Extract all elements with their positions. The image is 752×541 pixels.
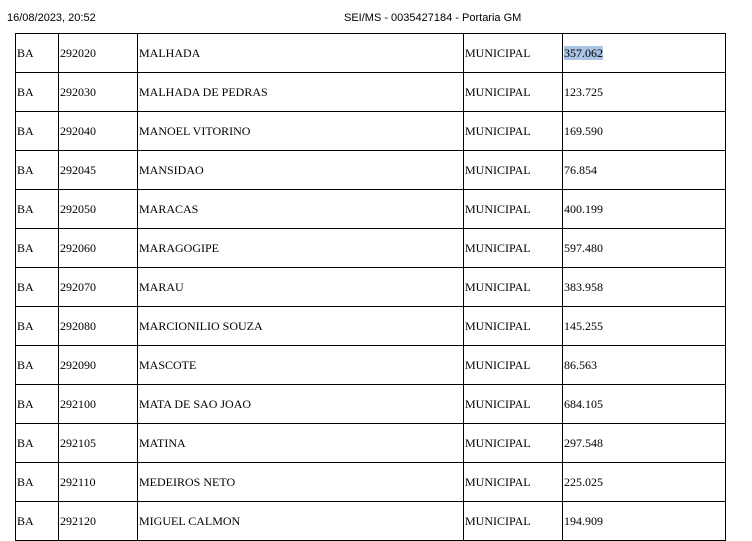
- amount-cell[interactable]: 145.255: [563, 307, 726, 346]
- table-row: [16, 424, 726, 463]
- table-row: [16, 502, 726, 541]
- management-type-cell[interactable]: MUNICIPAL: [464, 229, 563, 268]
- management-type-cell[interactable]: MUNICIPAL: [464, 385, 563, 424]
- municipality-name-cell[interactable]: MANSIDAO: [138, 151, 464, 190]
- ibge-code-cell[interactable]: 292090: [59, 346, 138, 385]
- amount-cell[interactable]: 400.199: [563, 190, 726, 229]
- municipality-name-cell[interactable]: MATINA: [138, 424, 464, 463]
- state-cell[interactable]: BA: [16, 190, 59, 229]
- amount-cell[interactable]: 597.480: [563, 229, 726, 268]
- amount-cell[interactable]: 225.025: [563, 463, 726, 502]
- table-row: [16, 268, 726, 307]
- table-row: [16, 307, 726, 346]
- table-row: [16, 73, 726, 112]
- table-row: [16, 346, 726, 385]
- state-cell[interactable]: BA: [16, 424, 59, 463]
- table-row: [16, 385, 726, 424]
- management-type-cell[interactable]: MUNICIPAL: [464, 463, 563, 502]
- management-type-cell[interactable]: MUNICIPAL: [464, 268, 563, 307]
- amount-cell[interactable]: 357.062: [563, 34, 726, 73]
- state-cell[interactable]: BA: [16, 112, 59, 151]
- ibge-code-cell[interactable]: 292020: [59, 34, 138, 73]
- management-type-cell[interactable]: MUNICIPAL: [464, 112, 563, 151]
- state-cell[interactable]: BA: [16, 151, 59, 190]
- state-cell[interactable]: BA: [16, 268, 59, 307]
- management-type-cell[interactable]: MUNICIPAL: [464, 151, 563, 190]
- municipality-name-cell[interactable]: MATA DE SAO JOAO: [138, 385, 464, 424]
- amount-cell[interactable]: 86.563: [563, 346, 726, 385]
- management-type-cell[interactable]: MUNICIPAL: [464, 346, 563, 385]
- state-cell[interactable]: BA: [16, 73, 59, 112]
- municipality-name-cell[interactable]: MARACAS: [138, 190, 464, 229]
- ibge-code-cell[interactable]: 292030: [59, 73, 138, 112]
- ibge-code-cell[interactable]: 292040: [59, 112, 138, 151]
- state-cell[interactable]: BA: [16, 346, 59, 385]
- document-reference: SEI/MS - 0035427184 - Portaria GM: [344, 12, 522, 24]
- ibge-code-cell[interactable]: 292045: [59, 151, 138, 190]
- municipality-name-cell[interactable]: MANOEL VITORINO: [138, 112, 464, 151]
- amount-cell[interactable]: 684.105: [563, 385, 726, 424]
- ibge-code-cell[interactable]: 292105: [59, 424, 138, 463]
- state-cell[interactable]: BA: [16, 502, 59, 541]
- amount-cell[interactable]: 194.909: [563, 502, 726, 541]
- ibge-code-cell[interactable]: 292120: [59, 502, 138, 541]
- management-type-cell[interactable]: MUNICIPAL: [464, 307, 563, 346]
- state-cell[interactable]: BA: [16, 463, 59, 502]
- municipality-name-cell[interactable]: MALHADA DE PEDRAS: [138, 73, 464, 112]
- state-cell[interactable]: BA: [16, 34, 59, 73]
- state-cell[interactable]: BA: [16, 229, 59, 268]
- management-type-cell[interactable]: MUNICIPAL: [464, 190, 563, 229]
- management-type-cell[interactable]: MUNICIPAL: [464, 424, 563, 463]
- municipality-name-cell[interactable]: MALHADA: [138, 34, 464, 73]
- amount-cell[interactable]: 123.725: [563, 73, 726, 112]
- ibge-code-cell[interactable]: 292060: [59, 229, 138, 268]
- amount-cell[interactable]: 297.548: [563, 424, 726, 463]
- state-cell[interactable]: BA: [16, 307, 59, 346]
- amount-cell[interactable]: 383.958: [563, 268, 726, 307]
- ibge-code-cell[interactable]: 292080: [59, 307, 138, 346]
- municipality-name-cell[interactable]: MASCOTE: [138, 346, 464, 385]
- ibge-code-cell[interactable]: 292070: [59, 268, 138, 307]
- amount-cell[interactable]: 76.854: [563, 151, 726, 190]
- municipality-name-cell[interactable]: MARAGOGIPE: [138, 229, 464, 268]
- management-type-cell[interactable]: MUNICIPAL: [464, 34, 563, 73]
- table-row: [16, 463, 726, 502]
- municipality-name-cell[interactable]: MIGUEL CALMON: [138, 502, 464, 541]
- management-type-cell[interactable]: MUNICIPAL: [464, 502, 563, 541]
- ibge-code-cell[interactable]: 292100: [59, 385, 138, 424]
- table-row: [16, 229, 726, 268]
- table-row: [16, 190, 726, 229]
- ibge-code-cell[interactable]: 292110: [59, 463, 138, 502]
- table-row: [16, 112, 726, 151]
- print-datetime: 16/08/2023, 20:52: [7, 12, 96, 24]
- municipality-name-cell[interactable]: MARAU: [138, 268, 464, 307]
- amount-cell[interactable]: 169.590: [563, 112, 726, 151]
- table-row: [16, 151, 726, 190]
- management-type-cell[interactable]: MUNICIPAL: [464, 73, 563, 112]
- municipality-name-cell[interactable]: MARCIONILIO SOUZA: [138, 307, 464, 346]
- municipality-table: [15, 33, 726, 541]
- municipality-name-cell[interactable]: MEDEIROS NETO: [138, 463, 464, 502]
- ibge-code-cell[interactable]: 292050: [59, 190, 138, 229]
- state-cell[interactable]: BA: [16, 385, 59, 424]
- table-row: [16, 34, 726, 73]
